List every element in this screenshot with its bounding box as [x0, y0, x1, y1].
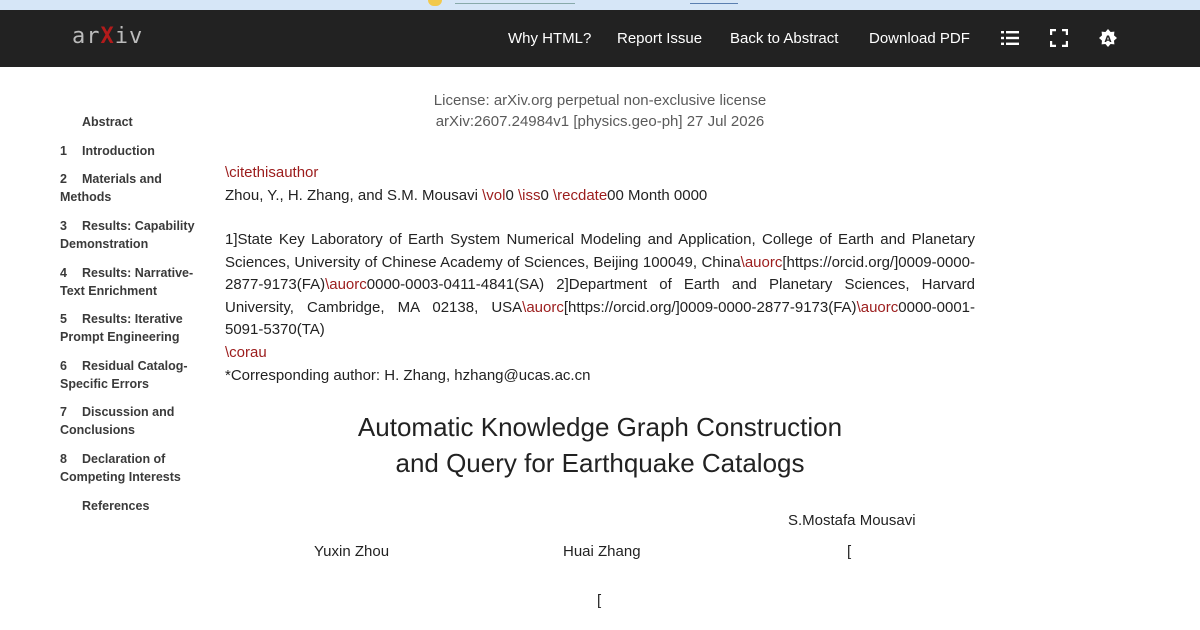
- author-mark: [: [597, 592, 602, 609]
- browser-top-strip: [0, 0, 1200, 10]
- toc-abstract[interactable]: Abstract: [82, 115, 133, 129]
- affiliation-1: 1]State Key Laboratory of Earth System Numerical Modeling and Application, College of Earth and Planetary Sciences, University of Chinese Academy of Sciences, Beijing 100049, China: [225, 231, 975, 271]
- toc-capability-demonstration[interactable]: 3 Results: Capability Demonstration: [60, 219, 195, 251]
- orcid-3: 0000-0001-5091-5370(TA): [225, 298, 975, 338]
- orcid-2: [https://orcid.org/]0009-0000-2877-9173(FA): [563, 298, 857, 316]
- toc-discussion-conclusions[interactable]: 7 Discussion and Conclusions: [60, 405, 175, 437]
- iss-value: 0: [540, 186, 553, 204]
- iss-command: \iss: [517, 186, 541, 204]
- toc-competing-interests[interactable]: 8 Declaration of Competing Interests: [60, 452, 181, 484]
- auorc-command: \auorc: [325, 276, 367, 293]
- license-text: License: arXiv.org perpetual non-exclusive license: [433, 92, 767, 109]
- navbar: [0, 10, 1200, 67]
- author-mark: [: [847, 543, 852, 560]
- toc-materials-methods[interactable]: 2 Materials and Methods: [60, 172, 162, 204]
- recdate-command: \recdate: [552, 186, 608, 204]
- list-icon[interactable]: [1001, 29, 1019, 47]
- download-pdf-link[interactable]: Download PDF: [869, 30, 970, 47]
- corau-command: \corau: [225, 344, 267, 361]
- theme-toggle-icon[interactable]: [1099, 29, 1117, 47]
- author-yuxin-zhou: Yuxin Zhou: [314, 543, 390, 560]
- toc-iterative-prompt-engineering[interactable]: 5 Results: Iterative Prompt Engineering: [60, 312, 183, 344]
- arxiv-logo[interactable]: arXiv: [72, 24, 144, 49]
- svg-text:A: A: [1104, 34, 1112, 45]
- extension-icon: [428, 0, 442, 6]
- auorc-command: \auorc: [856, 298, 899, 316]
- paper-title: [300, 409, 900, 481]
- vol-value: 0: [505, 186, 518, 204]
- back-to-abstract-link[interactable]: Back to Abstract: [730, 30, 839, 47]
- title-line-2: and Query for Earthquake Catalogs: [395, 448, 805, 478]
- citethisauthor-command: \citethisauthor: [225, 164, 319, 181]
- why-html-link[interactable]: Why HTML?: [508, 30, 592, 47]
- corresponding-author-block: [225, 342, 975, 387]
- author-huai-zhang: Huai Zhang: [563, 543, 641, 560]
- recdate-value: 00 Month 0000: [607, 186, 708, 204]
- cite-block: [225, 162, 975, 207]
- toc-references[interactable]: References: [82, 499, 150, 513]
- toc-residual-errors[interactable]: 6 Residual Catalog-Specific Errors: [60, 359, 188, 391]
- author-mostafa-mousavi: S.Mostafa Mousavi: [788, 512, 916, 529]
- affiliation-2: 0000-0003-0411-4841(SA) 2]Department of Earth and Planetary Sciences, Harvard University, Cambridge, MA 02138, USA: [225, 276, 975, 316]
- toc-introduction[interactable]: 1 Introduction: [60, 144, 155, 158]
- corresponding-author: *Corresponding author: H. Zhang, hzhang@ucas.ac.cn: [225, 366, 591, 384]
- vol-command: \vol: [482, 186, 506, 204]
- cite-authors: Zhou, Y., H. Zhang, and S.M. Mousavi: [225, 186, 483, 204]
- affiliations: [225, 229, 975, 342]
- report-issue-link[interactable]: Report Issue: [617, 30, 703, 47]
- title-line-1: Automatic Knowledge Graph Construction: [357, 412, 843, 442]
- toc-narrative-text-enrichment[interactable]: 4 Results: Narrative-Text Enrichment: [60, 266, 194, 298]
- arxiv-id: arXiv:2607.24984v1 [physics.geo-ph] 27 Jul 2026: [435, 113, 765, 130]
- auorc-command: \auorc: [740, 253, 783, 271]
- fullscreen-icon[interactable]: [1050, 29, 1068, 47]
- orcid-1: [https://orcid.org/]0009-0000-2877-9173(FA): [225, 253, 975, 293]
- auorc-command: \auorc: [522, 298, 564, 316]
